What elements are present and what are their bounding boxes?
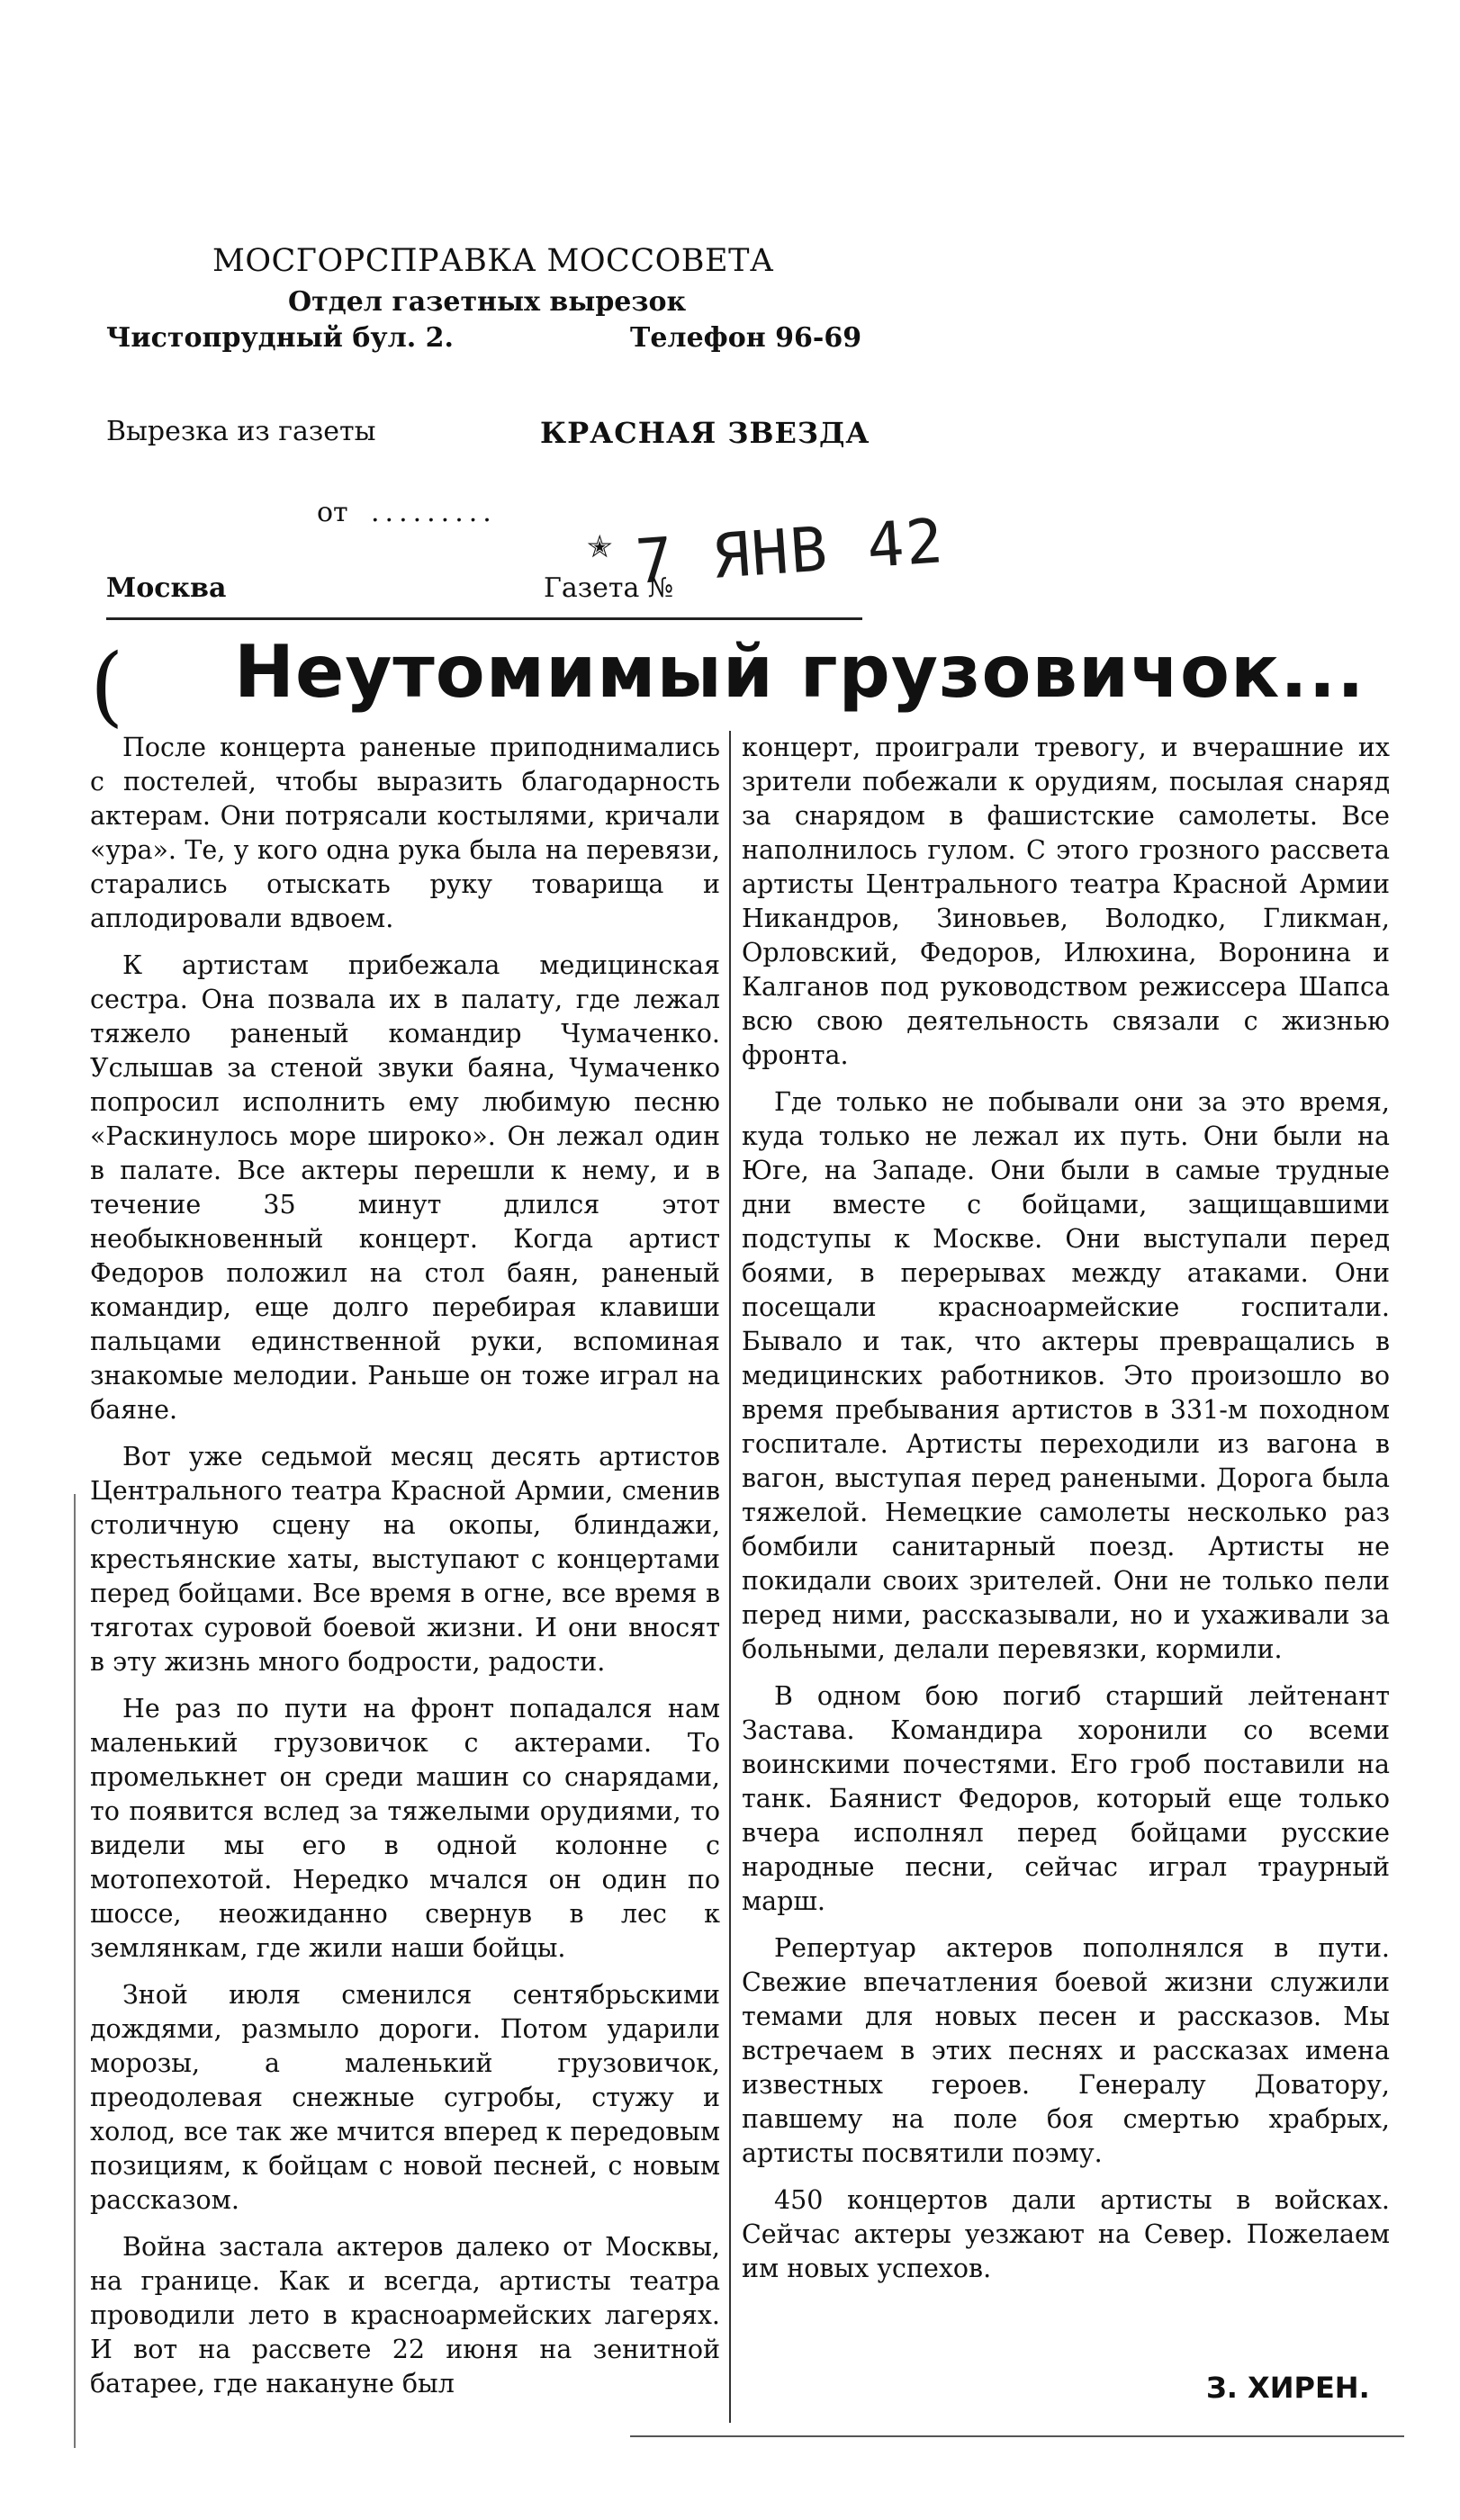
date-stamp: 7 ЯНВ 42 <box>633 506 947 598</box>
issue-number-label: Газета № <box>544 572 674 604</box>
bracket-mark-icon: ( <box>90 635 124 736</box>
star-icon: ✭ <box>587 529 613 565</box>
date-placeholder-dots: ......... <box>371 497 497 528</box>
paragraph: Зной июля сменился сентябрьскими дождями, размыло дороги. Потом ударили морозы, а маленький грузовичок, преодолевая снежные сугробы, стужу и холод, все так же мчится вперед к передовым позициям, к бойцам с новой песней, с новым рассказом. <box>90 1980 720 2215</box>
org-name: МОСГОРСПРАВКА МОССОВЕТА <box>212 243 774 279</box>
column-divider <box>729 731 731 2423</box>
newspaper-name: КРАСНАЯ ЗВЕЗДА <box>540 416 870 450</box>
article-title: Неутомимый грузовичок... <box>234 630 1365 714</box>
paragraph: 450 концертов дали артисты в войсках. Сейчас актеры уезжают на Север. Пожелаем им новых успехов. <box>742 2185 1390 2283</box>
from-label: от <box>317 497 348 528</box>
header-rule <box>106 617 862 620</box>
paragraph: Вот уже седьмой месяц десять артистов Центрального театра Красной Армии, сменив столичную сцену на окопы, блиндажи, крестьянские хаты, выступают с концертами перед бойцами. Все время в огне, все время в тяготах суровой боевой жизни. И они вносят в эту жизнь много бодрости, радости. <box>90 1442 720 1677</box>
phone: Телефон 96-69 <box>630 322 862 354</box>
paragraph: В одном бою погиб старший лейтенант Застава. Командира хоронили со всеми воинскими почестями. Его гроб поставили на танк. Баянист Федоров, который еще только вчера исполнял перед бойцами русские народные песни, сейчас играл траурный марш. <box>742 1681 1390 1916</box>
left-column <box>90 731 720 2414</box>
department-name: Отдел газетных вырезок <box>288 286 687 318</box>
paragraph: Не раз по пути на фронт попадался нам маленький грузовичок с актерами. То промелькнет он среди машин со снарядами, то появится вслед за тяжелыми орудиями, то видели мы его в одной колонне с мотопехотой. Нередко мчался он один по шоссе, неожиданно свернув в лес к землянкам, где жили наши бойцы. <box>90 1694 720 1963</box>
city: Москва <box>106 572 227 604</box>
bottom-rule <box>630 2435 1404 2437</box>
paragraph: Где только не побывали они за это время, куда только не лежал их путь. Они были на Юге, на Западе. Они были в самые трудные дни вместе с бойцами, защищавшими подступы к Москве. Они выступали перед боями, в перерывах между атаками. Они посещали красноармейские госпитали. Бывало и так, что актеры превращались в медицинских работников. Это произошло во время пребывания артистов в 331-м походном госпитале. Артисты переходили из вагона в вагон, выступая перед ранеными. Дорога была тяжелой. Немецкие самолеты несколько раз бомбили санитарный поезд. Артисты не покидали своих зрителей. Они не только пели перед ними, рассказывали, но и ухаживали за больными, делали перевязки, кормили. <box>742 1087 1390 1664</box>
paragraph: концерт, проиграли тревогу, и вчерашние их зрители побежали к орудиям, посылая снаряд за снарядом в фашистские самолеты. Все наполнилось гулом. С этого грозного рассвета артисты Центрального театра Красной Армии Никандров, Зиновьев, Володко, Гликман, Орловский, Федоров, Илюхина, Воронина и Калганов под руководством режиссера Шапса всю свою деятельность связали с жизнью фронта. <box>742 733 1390 1070</box>
right-column <box>742 731 1390 2299</box>
author-signature: З. ХИРЕН. <box>1206 2371 1370 2405</box>
cutting-label: Вырезка из газеты <box>106 416 376 447</box>
paragraph: Война застала актеров далеко от Москвы, на границе. Как и всегда, артисты театра проводили лето в красноармейских лагерях. И вот на рассвете 22 июня на зенитной батарее, где накануне был <box>90 2232 720 2398</box>
paragraph: Репертуар актеров пополнялся в пути. Свежие впечатления боевой жизни служили темами для новых песен и рассказов. Мы встречаем в этих песнях и рассказах имена известных героев. Генералу Доватору, павшему на поле боя смертью храбрых, артисты посвятили поэму. <box>742 1933 1390 2168</box>
paragraph: К артистам прибежала медицинская сестра. Она позвала их в палату, где лежал тяжело раненый командир Чумаченко. Услышав за стеной звуки баяна, Чумаченко попросил исполнить ему любимую песню «Раскинулось море широко». Он лежал один в палате. Все актеры перешли к нему, и в течение 35 минут длился этот необыкновенный концерт. Когда артист Федоров положил на стол баян, раненый командир, еще долго перебирая клавиши пальцами единственной руки, вспоминая знакомые мелодии. Раньше он тоже играл на баяне. <box>90 950 720 1425</box>
left-border <box>74 1494 76 2448</box>
address: Чистопрудный бул. 2. <box>106 322 454 354</box>
paragraph: После концерта раненые приподнимались с постелей, чтобы выразить благодарность актерам. Они потрясали костылями, кричали «ура». Те, у кого одна рука была на перевязи, старались отыскать руку товарища и аплодировали вдвоем. <box>90 733 720 933</box>
